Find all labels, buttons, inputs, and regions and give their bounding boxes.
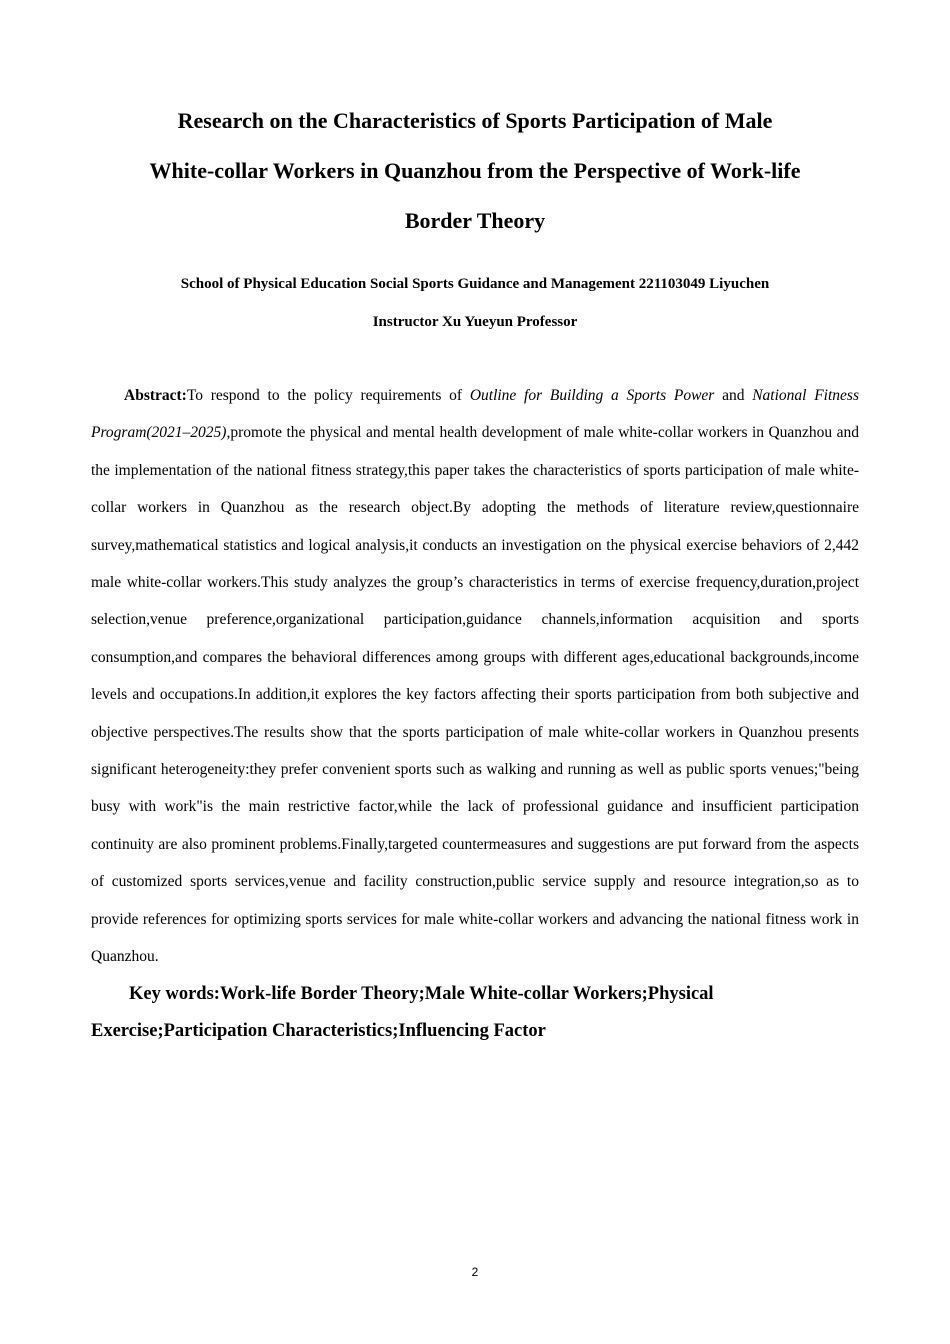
abstract-paragraph — [91, 377, 859, 976]
abstract-text: To respond to the policy requirements of — [186, 387, 470, 404]
title-line: Research on the Characteristics of Sports Participation of Male — [177, 108, 773, 133]
title-line: Border Theory — [404, 208, 546, 233]
paper-title — [90, 96, 860, 246]
page-number: 2 — [471, 1265, 479, 1279]
abstract-policy-title: National Fitness Program(2021–2025) — [91, 387, 859, 442]
instructor-line: Instructor Xu Yueyun Professor — [372, 314, 578, 330]
title-line: White-collar Workers in Quanzhou from the Perspective of Work-life — [149, 158, 801, 183]
abstract-label: Abstract: — [124, 387, 187, 404]
abstract-policy-title: Outline for Building a Sports Power — [469, 387, 715, 404]
author-affiliation: School of Physical Education Social Sports Guidance and Management 221103049 Liyuchen — [180, 276, 770, 292]
abstract-text: and — [714, 387, 753, 404]
abstract-text: ,promote the physical and mental health development of male white-collar workers in Quanzhou and the implementation of the national fitness strategy,this paper takes the characteristics of sports participation of male white-collar workers in Quanzhou as the research object.By adopting the methods of literature review,questionnaire survey,mathematical statistics and logical analysis,it conducts an investigation on the physical exercise behaviors of 2,442 male white-collar workers.This study analyzes the group’s characteristics in terms of exercise frequency,duration,project selection,venue preference,organizational participation,guidance channels,information acquisition and sports consumption,and compares the behavioral differences among groups with different ages,educational backgrounds,income levels and occupations.In addition,it explores the key factors affecting their sports participation from both subjective and objective perspectives.The results show that the sports participation of male white-collar workers in Quanzhou presents significant heterogeneity:they prefer convenient sports such as walking and running as well as public sports venues;"being busy with work"is the main restrictive factor,while the lack of professional guidance and insufficient participation continuity are also prominent problems.Finally,targeted countermeasures and suggestions are put forward from the aspects of customized sports services,venue and facility construction,public service supply and resource integration,so as to provide references for optimizing sports services for male white-collar workers and advancing the national fitness work in Quanzhou. — [91, 424, 859, 966]
keywords-paragraph: Key words:Work-life Border Theory;Male White-collar Workers;Physical Exercise;Participation Characteristics;Influencing Factor — [91, 984, 714, 1041]
